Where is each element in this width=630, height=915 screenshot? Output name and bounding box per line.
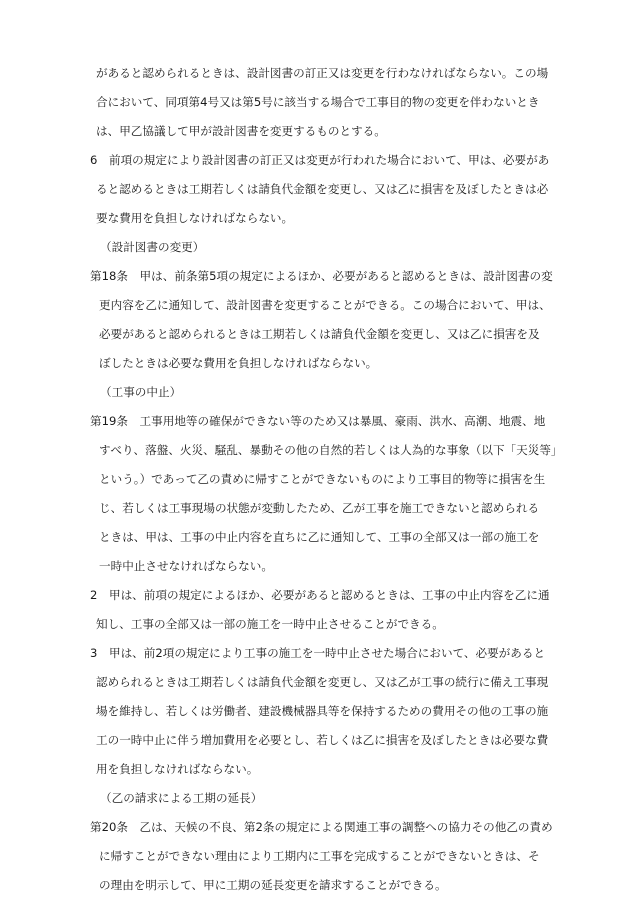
- text-line: じ、若しくは工事現場の状態が変動したため、乙が工事を施工できないと認められる: [99, 501, 540, 515]
- text-line: ぼしたときは必要な費用を負担しなければならない。: [99, 356, 378, 370]
- article-start: 第20条 乙は、天候の不良、第2条の規定による関連工事の調整への協力その他乙の責め: [90, 820, 553, 834]
- text-line: 場を維持し、若しくは労働者、建設機械器具等を保持するための費用その他の工事の施: [96, 704, 549, 718]
- text-line: 工の一時中止に伴う増加費用を必要とし、若しくは乙に損害を及ぼしたときは必要な費: [96, 733, 549, 747]
- paragraph-start: 6 前項の規定により設計図書の訂正又は変更が行われた場合において、甲は、必要があ: [90, 153, 550, 167]
- paragraph-start: 2 甲は、前項の規定によるほか、必要があると認めるときは、工事の中止内容を乙に通: [90, 588, 550, 602]
- article-start: 第18条 甲は、前条第5項の規定によるほか、必要があると認めるときは、設計図書の変: [90, 269, 553, 283]
- text-line: 必要があると認められるときは工期若しくは請負代金額を変更し、又は乙に損害を及: [99, 327, 540, 341]
- text-line: の理由を明示して、甲に工期の延長変更を請求することができる。: [99, 878, 447, 892]
- text-line: があると認められるときは、設計図書の訂正又は変更を行わなければならない。この場: [96, 66, 549, 80]
- text-line: ときは、甲は、工事の中止内容を直ちに乙に通知して、工事の全部又は一部の施工を: [99, 530, 540, 544]
- section-heading: （工事の中止）: [100, 385, 182, 399]
- text-line: 一時中止させなければならない。: [99, 559, 273, 573]
- text-line: 要な費用を負担しなければならない。: [96, 211, 294, 225]
- text-line: 用を負担しなければならない。: [96, 762, 259, 776]
- text-line: という。）であって乙の責めに帰すことができないものにより工事目的物等に損害を生: [99, 472, 546, 486]
- section-heading: （乙の請求による工期の延長）: [100, 791, 263, 805]
- text-line: 合において、同項第4号又は第5号に該当する場合で工事目的物の変更を伴わないとき: [96, 95, 540, 109]
- text-line: は、甲乙協議して甲が設計図書を変更するものとする。: [96, 124, 386, 138]
- section-heading: （設計図書の変更）: [100, 240, 205, 254]
- paragraph-start: 3 甲は、前2項の規定により工事の施工を一時中止させた場合において、必要があると: [90, 646, 546, 660]
- text-line: 更内容を乙に通知して、設計図書を変更することができる。この場合において、甲は、: [99, 298, 551, 312]
- text-line: すべり、落盤、火災、騒乱、暴動その他の自然的若しくは人為的な事象（以下「天災等」: [99, 443, 563, 457]
- text-line: 知し、工事の全部又は一部の施工を一時中止させることができる。: [96, 617, 444, 631]
- text-line: に帰すことができない理由により工期内に工事を完成することができないときは、そ: [99, 849, 540, 863]
- article-start: 第19条 工事用地等の確保ができない等のため又は暴風、豪雨、洪水、高潮、地震、地: [90, 414, 546, 428]
- text-line: 認められるときは工期若しくは請負代金額を変更し、又は乙が工事の続行に備え工事現: [96, 675, 549, 689]
- text-line: ると認めるときは工期若しくは請負代金額を変更し、又は乙に損害を及ぼしたときは必: [96, 182, 549, 196]
